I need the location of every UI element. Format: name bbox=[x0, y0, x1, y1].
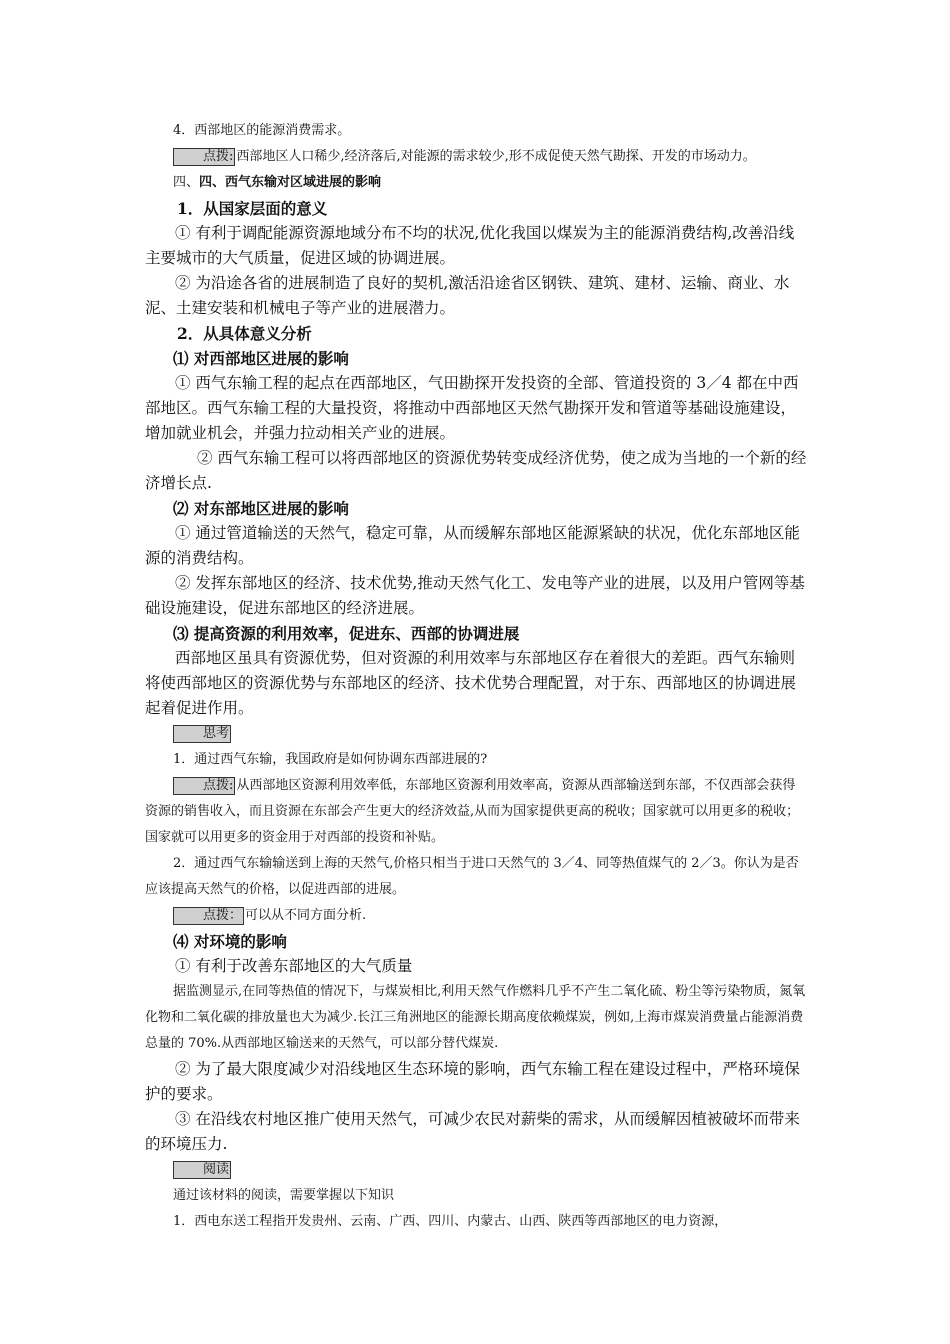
read-tag: 阅读 bbox=[173, 1161, 231, 1179]
question-2: 2．通过西气东输输送到上海的天然气,价格只相当于进口天然气的 3／4、同等热值煤气的 2／3。你认为是否应该提高天然气的价格，以促进西部的进展。 bbox=[145, 856, 799, 897]
document-page bbox=[145, 118, 807, 1235]
paragraph-west-2: ② 西气东输工程可以将西部地区的资源优势转变成经济优势，使之成为当地的一个新的经济增长点. bbox=[145, 449, 807, 492]
hint-paragraph-1: 点拨: 西部地区人口稀少,经济落后,对能源的需求较少,形不成促使天然气勘探、开发的市场动力。 bbox=[145, 144, 807, 170]
paragraph-env-1: ① 有利于改善东部地区的大气质量 bbox=[175, 957, 413, 975]
reading-item-1: 1．西电东送工程指开发贵州、云南、广西、四川、内蒙古、山西、陕西等西部地区的电力资源， bbox=[173, 1214, 728, 1229]
hint-tag: 点拨: bbox=[173, 777, 235, 795]
subheading-west: ⑴ 对西部地区进展的影响 bbox=[173, 349, 349, 368]
paragraph-national-2: ② 为沿途各省的进展制造了良好的契机,激活沿途省区钢铁、建筑、建材、运输、商业、水泥、土建安装和机械电子等产业的进展潜力。 bbox=[145, 274, 790, 317]
paragraph-env-2: ② 为了最大限度减少对沿线地区生态环境的影响，西气东输工程在建设过程中，严格环境保护的要求。 bbox=[145, 1060, 800, 1103]
paragraph-env-3: ③ 在沿线农村地区推广使用天然气，可减少农民对薪柴的需求，从而缓解因植被破坏而带来的环境压力. bbox=[145, 1110, 800, 1153]
paragraph-national-1: ① 有利于调配能源资源地域分布不均的状况,优化我国以煤炭为主的能源消费结构,改善沿线主要城市的大气质量，促进区域的协调进展。 bbox=[145, 224, 795, 267]
subheading-environment: ⑷ 对环境的影响 bbox=[173, 932, 287, 951]
question-1: 1．通过西气东输，我国政府是如何协调东西部进展的? bbox=[173, 752, 488, 767]
subheading-east: ⑵ 对东部地区进展的影响 bbox=[173, 499, 349, 518]
paragraph-east-2: ② 发挥东部地区的经济、技术优势,推动天然气化工、发电等产业的进展，以及用户管网等基础设施建设，促进东部地区的经济进展。 bbox=[145, 574, 805, 617]
reading-intro: 通过该材料的阅读，需要掌握以下知识 bbox=[173, 1188, 395, 1203]
subheading-1: 1．从国家层面的意义 bbox=[177, 199, 328, 218]
think-tag: 思考 bbox=[173, 725, 231, 743]
subheading-efficiency: ⑶ 提高资源的利用效率，促进东、西部的协调进展 bbox=[173, 624, 520, 643]
hint-tag: 点拨： bbox=[173, 907, 244, 925]
hint-tag: 点拨: bbox=[173, 148, 235, 166]
hint-paragraph-2: 点拨: 从西部地区资源利用效率低，东部地区资源利用效率高，资源从西部输送到东部，不仅西部会获得资源的销售收入，而且资源在东部会产生更大的经济效益,从而为国家提供更高的税收；国家就可以用更多的税收；国家就可以用更多的资金用于对西部的投资和补贴。 bbox=[145, 778, 800, 845]
paragraph-west-1: ① 西气东输工程的起点在西部地区，气田勘探开发投资的全部、管道投资的 3／4 都在中西部地区。西气东输工程的大量投资，将推动中西部地区天然气勘探开发和管道等基础设施建设，增加就业机会，并强力拉动相关产业的进展。 bbox=[145, 374, 799, 442]
read-tag-line bbox=[145, 1157, 807, 1183]
paragraph-env-monitoring: 据监测显示,在同等热值的情况下，与煤炭相比,利用天然气作燃料几乎不产生二氧化硫、粉尘等污染物质，氮氧化物和二氧化碳的排放量也大为减少.长江三角洲地区的能源长期高度依赖煤炭，例如,上海市煤炭消费量占能源消费总量的 70%.从西部地区输送来的天然气，可以部分替代煤炭. bbox=[145, 984, 806, 1051]
paragraph-4-heading: 4．西部地区的能源消费需求。 bbox=[173, 123, 351, 138]
paragraph-efficiency: 西部地区虽具有资源优势，但对资源的利用效率与东部地区存在着很大的差距。西气东输则将使西部地区的资源优势与东部地区的经济、技术优势合理配置，对于东、西部地区的协调进展起着促进作用。 bbox=[145, 649, 797, 717]
hint-paragraph-3: 点拨： 可以从不同方面分析. bbox=[145, 903, 807, 929]
subheading-2: 2．从具体意义分析 bbox=[177, 324, 312, 343]
think-tag-line bbox=[145, 721, 807, 747]
section-4-heading: 四、四、西气东输对区域进展的影响 bbox=[173, 175, 382, 190]
paragraph-east-1: ① 通过管道输送的天然气，稳定可靠，从而缓解东部地区能源紧缺的状况，优化东部地区能源的消费结构。 bbox=[145, 524, 800, 567]
